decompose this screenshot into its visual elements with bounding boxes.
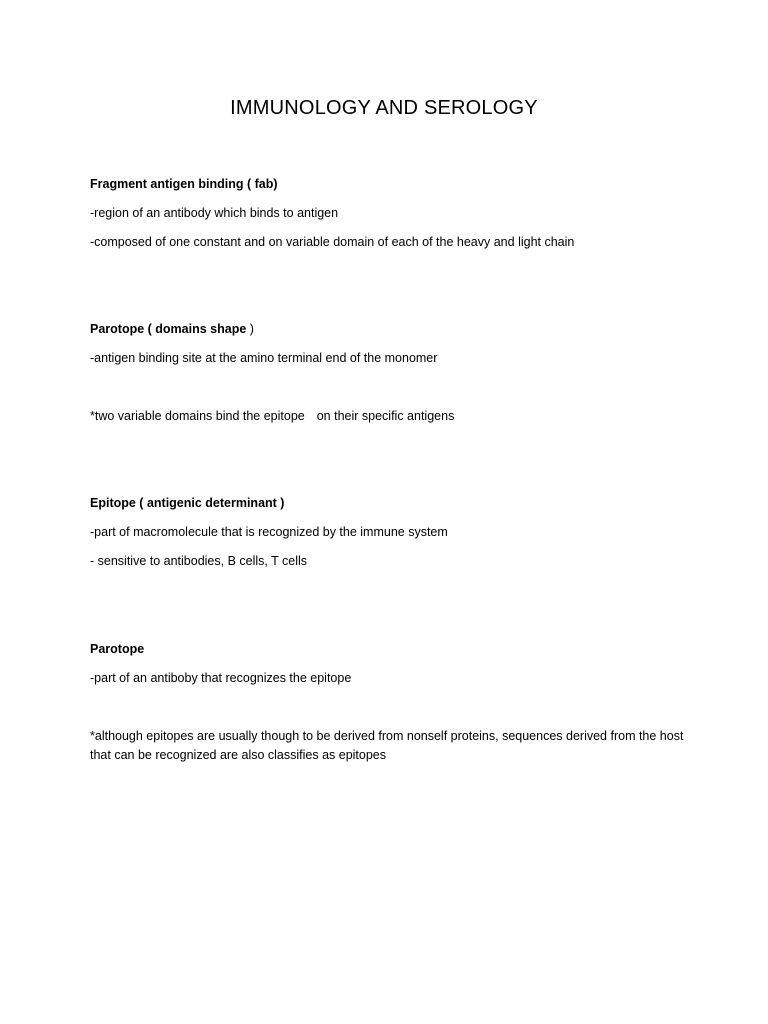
fab-line-1: -region of an antibody which binds to antigen — [90, 206, 339, 220]
parotope-2-note: *although epitopes are usually though to be derived from nonself proteins, sequences derived from the host that can be recognized are also classifies as epitopes — [90, 729, 684, 762]
parotope-1-heading-tail: ) — [246, 322, 254, 336]
epitope-line-1: -part of macromolecule that is recognized by the immune system — [90, 525, 448, 539]
parotope-1-line-1: -antigen binding site at the amino terminal end of the monomer — [90, 351, 438, 365]
parotope-1-heading — [90, 320, 690, 339]
epitope-heading: Epitope ( antigenic determinant ) — [90, 496, 285, 510]
parotope-2-heading: Parotope — [90, 642, 145, 656]
fab-heading: Fragment antigen binding ( fab) — [90, 177, 278, 191]
epitope-line-2: - sensitive to antibodies, B cells, T cells — [90, 554, 307, 568]
parotope-1-note — [90, 407, 690, 426]
parotope-2-line-1: -part of an antiboby that recognizes the epitope — [90, 671, 352, 685]
parotope-1-heading-bold: Parotope ( domains shape — [90, 322, 247, 336]
document-title: IMMUNOLOGY AND SEROLOGY — [230, 97, 538, 119]
fab-line-2: -composed of one constant and on variable domain of each of the heavy and light chain — [90, 235, 575, 249]
parotope-1-note-a: *two variable domains bind the epitope — [90, 409, 305, 423]
parotope-1-note-b: on their specific antigens — [316, 409, 455, 423]
